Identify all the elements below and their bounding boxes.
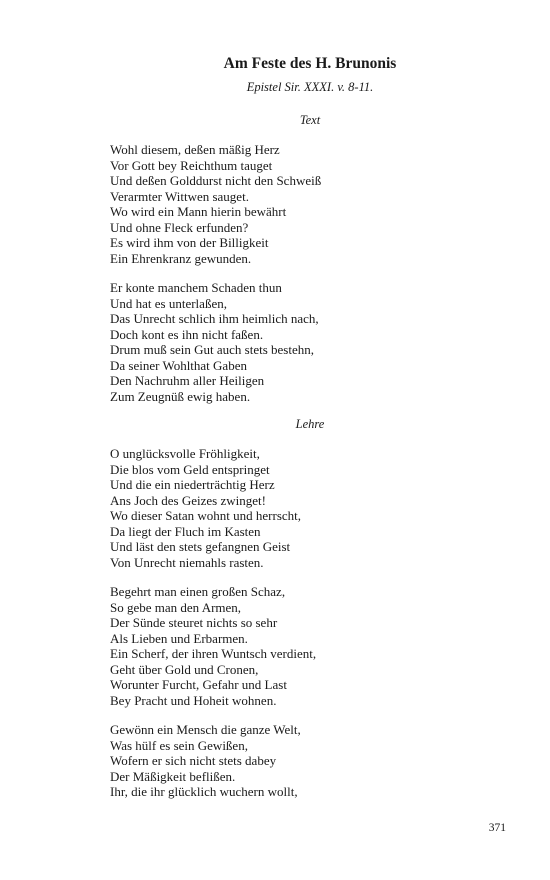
stanza [110,280,319,404]
verse-line: Begehrt man einen großen Schaz, [110,584,286,599]
verse-line: Ein Ehrenkranz gewunden. [110,250,252,266]
verse-line: Da seiner Wohlthat Gaben [110,357,247,373]
verse-line: Wohl diesem, deßen mäßig Herz [110,142,280,157]
verse-line: Da liegt der Fluch im Kasten [110,523,261,539]
verse-line: Und hat es unterlaßen, [110,295,227,311]
verse-line: Er konte manchem Schaden thun [110,280,282,295]
page-number: 371 [488,822,506,834]
poem-subtitle: Epistel Sir. XXXI. v. 8-11. [246,80,374,94]
verse-line: Ein Scherf, der ihren Wuntsch verdient, [110,646,317,661]
stanza [110,446,301,570]
verse-line: Doch kont es ihn nicht faßen. [110,326,264,342]
verse-line: Das Unrecht schlich ihm heimlich nach, [110,311,319,326]
verse-line: So gebe man den Armen, [110,599,242,615]
verse-line: Der Sünde steuret nichts so sehr [110,615,278,630]
verse-line: Gewönn ein Mensch die ganze Welt, [110,722,301,737]
stanza [110,142,321,266]
verse-line: Geht über Gold und Cronen, [110,661,259,677]
verse-line: Als Lieben und Erbarmen. [110,630,248,646]
stanza [110,584,316,708]
stanza [110,722,301,800]
verse-line: Wo wird ein Mann hierin bewährt [110,204,287,219]
verse-line: Wofern er sich nicht stets dabey [110,753,277,768]
section-label-lehre: Lehre [295,417,325,431]
verse-line: Drum muß sein Gut auch stets bestehn, [110,342,314,357]
section-label-text: Text [299,113,321,127]
verse-line: Wo dieser Satan wohnt und herrscht, [110,508,302,523]
verse-line: Verarmter Wittwen sauget. [110,188,249,204]
verse-line: Was hülf es sein Gewißen, [110,737,248,753]
verse-line: Ans Joch des Geizes zwinget! [110,492,266,508]
verse-line: Worunter Furcht, Gefahr und Last [110,677,287,692]
verse-line: Und die ein niederträchtig Herz [110,477,275,492]
verse-line: O unglücksvolle Fröhligkeit, [110,446,260,461]
poem-title: Am Feste des H. Brunonis [223,55,397,72]
verse-line: Es wird ihm von der Billigkeit [110,235,269,250]
verse-line: Die blos vom Geld entspringet [110,461,270,477]
verse-line: Bey Pracht und Hoheit wohnen. [110,692,277,708]
verse-line: Von Unrecht niemahls rasten. [110,554,264,570]
verse-line: Den Nachruhm aller Heiligen [110,373,265,388]
verse-line: Ihr, die ihr glücklich wuchern wollt, [110,784,298,799]
verse-line: Und ohne Fleck erfunden? [110,219,249,235]
verse-line: Vor Gott bey Reichthum tauget [110,157,273,173]
verse-line: Zum Zeugnüß ewig haben. [110,388,251,404]
verse-line: Und deßen Golddurst nicht den Schweiß [110,173,322,188]
verse-line: Und läst den stets gefangnen Geist [110,539,291,554]
verse-line: Der Mäßigkeit beflißen. [110,768,236,784]
